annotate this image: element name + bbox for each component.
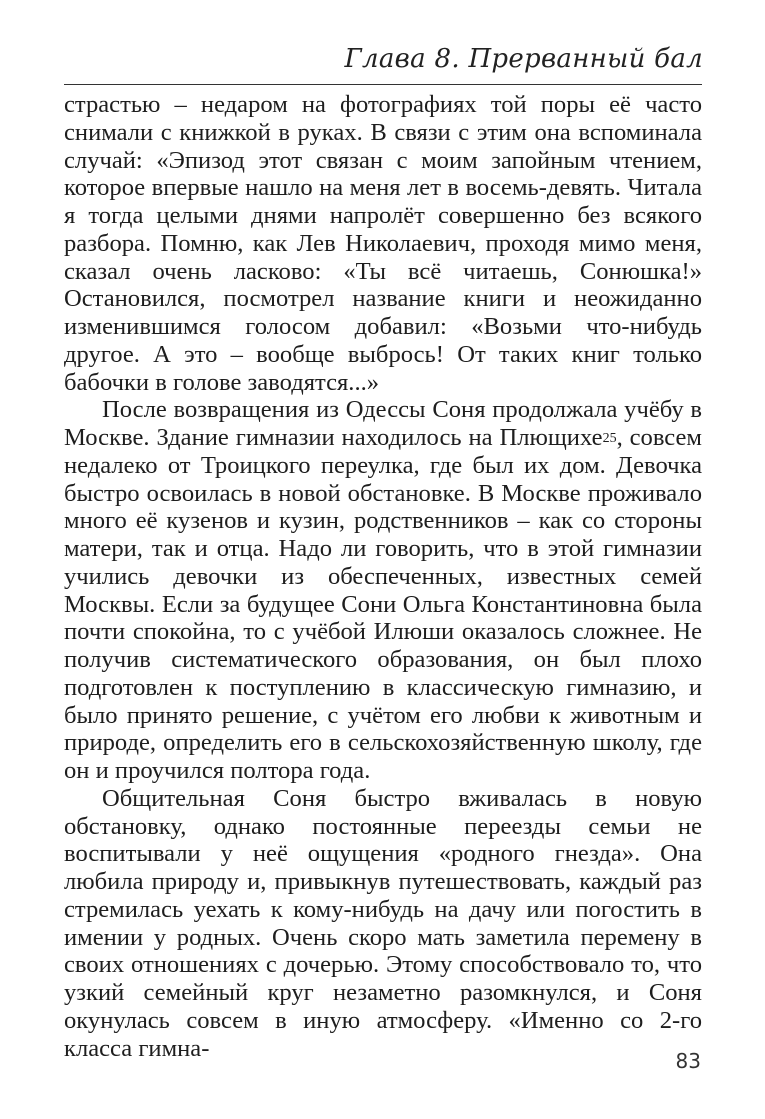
paragraph-2-text-end: , совсем недалеко от Троицкого переулка, где был их дом. Девочка быстро освоилась в новой обстановке. В Москве проживало много её кузенов и кузин, родственников – как со стороны матери, так и отца. Надо ли говорить, что в этой гимназии учились девочки из обеспеченных, известных семей Москвы. Если за будущее Сони Ольга Константиновна была почти спокойна, то с учёбой Илюши оказалось сложнее. Не получив систематического образования, он был плохо подготовлен к поступлению в классическую гимназию, и было принято решение, с учётом его любви к животным и природе, определить его в сельскохозяйственную школу, где он и проучился полтора года. [64, 424, 702, 784]
paragraph-1: страстью – недаром на фотографиях той поры её часто снимали с книжкой в руках. В связи с этим она вспоминала случай: «Эпизод этот связан с моим запойным чтением, которое впервые нашло на меня лет в восемь-девять. Читала я тогда целыми днями напролёт совершенно без всякого разбора. Помню, как Лев Николаевич, проходя мимо меня, сказал очень ласково: «Ты всё читаешь, Сонюшка!» Остановился, посмотрел название книги и неожиданно изменившимся голосом добавил: «Возьми что-нибудь другое. А это – вообще выбрось! От таких книг только бабочки в голове заводятся...» [64, 91, 702, 396]
footnote-reference: 25 [602, 431, 617, 446]
page-number: 83 [675, 1049, 701, 1073]
paragraph-2-text-start: После возвращения из Одессы Соня продолжала учёбу в Москве. Здание гимназии находилось на Плющихе [64, 396, 702, 451]
paragraph-3: Общительная Соня быстро вживалась в новую обстановку, однако постоянные переезды семьи не воспитывали у неё ощущения «родного гнезда». Она любила природу и, привыкнув путешествовать, каждый раз стремилась уехать к кому-нибудь на дачу или погостить в имении у родных. Очень скоро мать заметила перемену в своих отношениях с дочерью. Этому способствовало то, что узкий семейный круг незаметно разомкнулся, и Соня окунулась совсем в иную атмосферу. «Именно со 2-го класса гимна- [64, 784, 702, 1062]
paragraph-2 [64, 396, 702, 785]
running-header: Глава 8. Прерванный бал [344, 44, 703, 74]
header-rule [64, 84, 702, 85]
body-text [64, 91, 702, 1062]
